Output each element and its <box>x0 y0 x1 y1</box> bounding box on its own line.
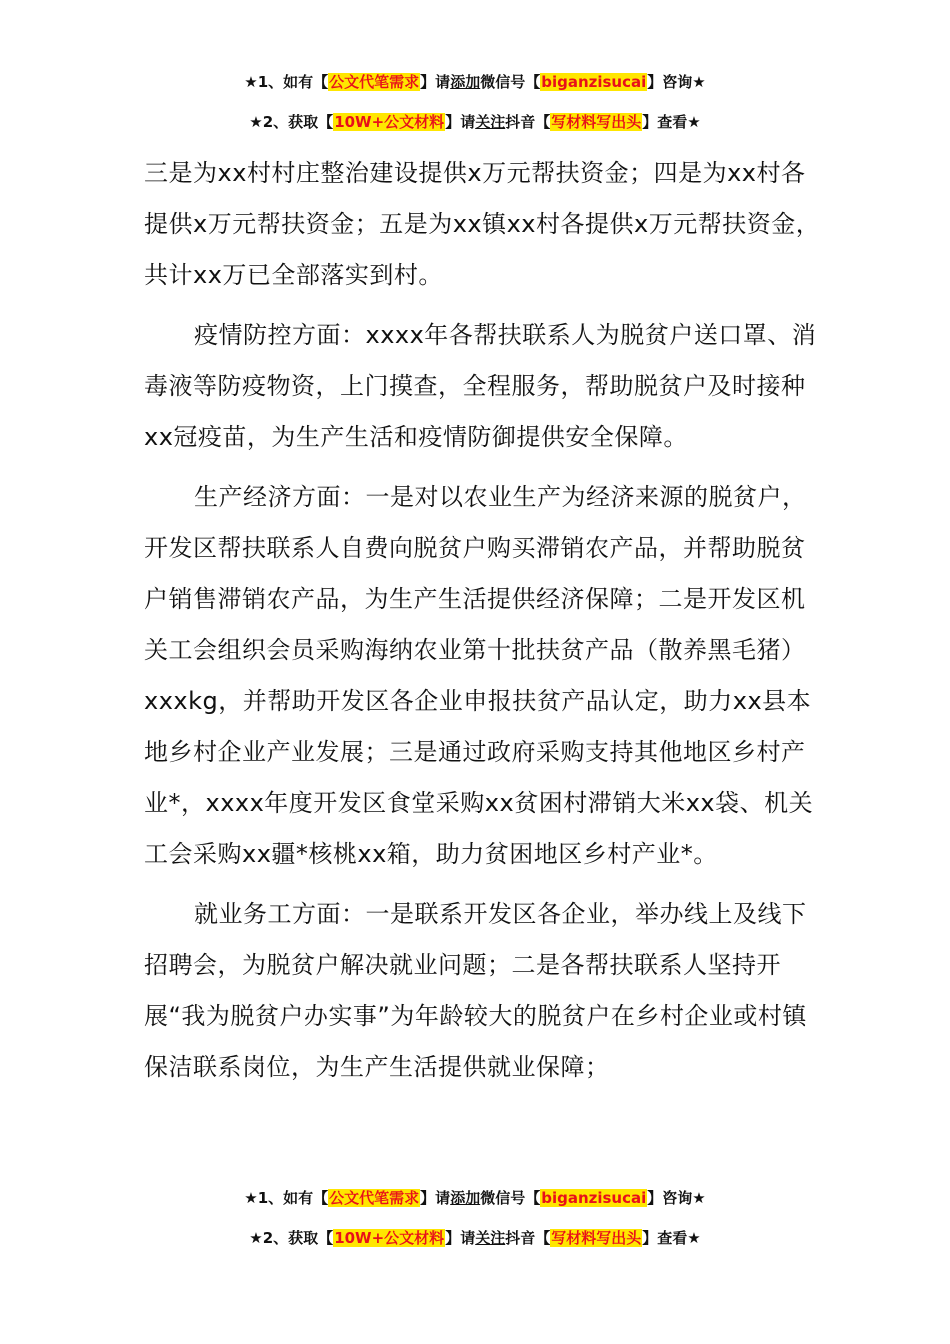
banner-text: 抖音【 <box>505 1229 551 1247</box>
banner-text: 】请 <box>420 73 451 91</box>
highlight-material: 10W+公文材料 <box>334 113 445 131</box>
banner-text: 】咨询★ <box>647 73 706 91</box>
paragraph-text: 生产经济方面：一是对以农业生产为经济来源的脱贫户，开发区帮扶联系人自费向脱贫户购买滞销农产品，并帮助脱贫户销售滞销农产品，为生产生活提供经济保障；二是开发区机关工会组织会员采购海纳农业第十批扶贫产品（散养黑毛猪）xxxkg，并帮助开发区各企业申报扶贫产品认定，助力xx县本地乡村企业产业发展；三是通过政府采购支持其他地区乡村产业*，xxxx年度开发区食堂采购xx贫困村滞销大米xx袋、机关工会采购xx疆*核桃xx箱，助力贫困地区乡村产业*。 <box>144 483 814 868</box>
paragraph-text: 疫情防控方面：xxxx年各帮扶联系人为脱贫户送口罩、消毒液等防疫物资，上门摸查，全程服务，帮助脱贫户及时接种xx冠疫苗，为生产生活和疫情防御提供安全保障。 <box>144 321 817 451</box>
highlight-material: 10W+公文材料 <box>334 1229 445 1247</box>
banner-text: 微信号【 <box>480 73 541 91</box>
underline-follow: 关注 <box>475 113 506 131</box>
banner-text: ★2、获取【 <box>249 1229 334 1247</box>
banner-text: 微信号【 <box>480 1189 541 1207</box>
paragraph-employment <box>144 889 824 1093</box>
paragraph-text: 三是为xx村村庄整治建设提供x万元帮扶资金；四是为xx村各提供x万元帮扶资金；五是为xx镇xx村各提供x万元帮扶资金，共计xx万已全部落实到村。 <box>144 159 821 289</box>
highlight-douyin: 写材料写出头 <box>551 113 642 131</box>
footer-banner-consult <box>0 1188 950 1208</box>
underline-add: 添加 <box>450 73 481 91</box>
paragraph-epidemic <box>144 310 824 463</box>
highlight-need: 公文代笔需求 <box>329 1189 420 1207</box>
header-banner-consult <box>0 72 950 92</box>
banner-text: 】请 <box>445 1229 476 1247</box>
highlight-wechat: biganzisucai <box>541 73 647 91</box>
highlight-wechat: biganzisucai <box>541 1189 647 1207</box>
paragraph-economy <box>144 472 824 880</box>
footer-banner-material <box>0 1228 950 1248</box>
paragraph-funding <box>144 148 824 301</box>
highlight-need: 公文代笔需求 <box>329 73 420 91</box>
banner-text: ★1、如有【 <box>244 73 329 91</box>
paragraph-text: 就业务工方面：一是联系开发区各企业，举办线上及线下招聘会，为脱贫户解决就业问题；二是各帮扶联系人坚持开展“我为脱贫户办实事”为年龄较大的脱贫户在乡村企业或村镇保洁联系岗位，为生产生活提供就业保障； <box>144 900 807 1081</box>
banner-text: ★1、如有【 <box>244 1189 329 1207</box>
underline-add: 添加 <box>450 1189 481 1207</box>
banner-text: 】请 <box>420 1189 451 1207</box>
banner-text: 】查看★ <box>642 113 701 131</box>
banner-text: 】请 <box>445 113 476 131</box>
banner-text: 】查看★ <box>642 1229 701 1247</box>
header-banner-material <box>0 112 950 132</box>
underline-follow: 关注 <box>475 1229 506 1247</box>
banner-text: 】咨询★ <box>647 1189 706 1207</box>
highlight-douyin: 写材料写出头 <box>551 1229 642 1247</box>
document-body <box>144 148 824 1102</box>
banner-text: ★2、获取【 <box>249 113 334 131</box>
banner-text: 抖音【 <box>505 113 551 131</box>
